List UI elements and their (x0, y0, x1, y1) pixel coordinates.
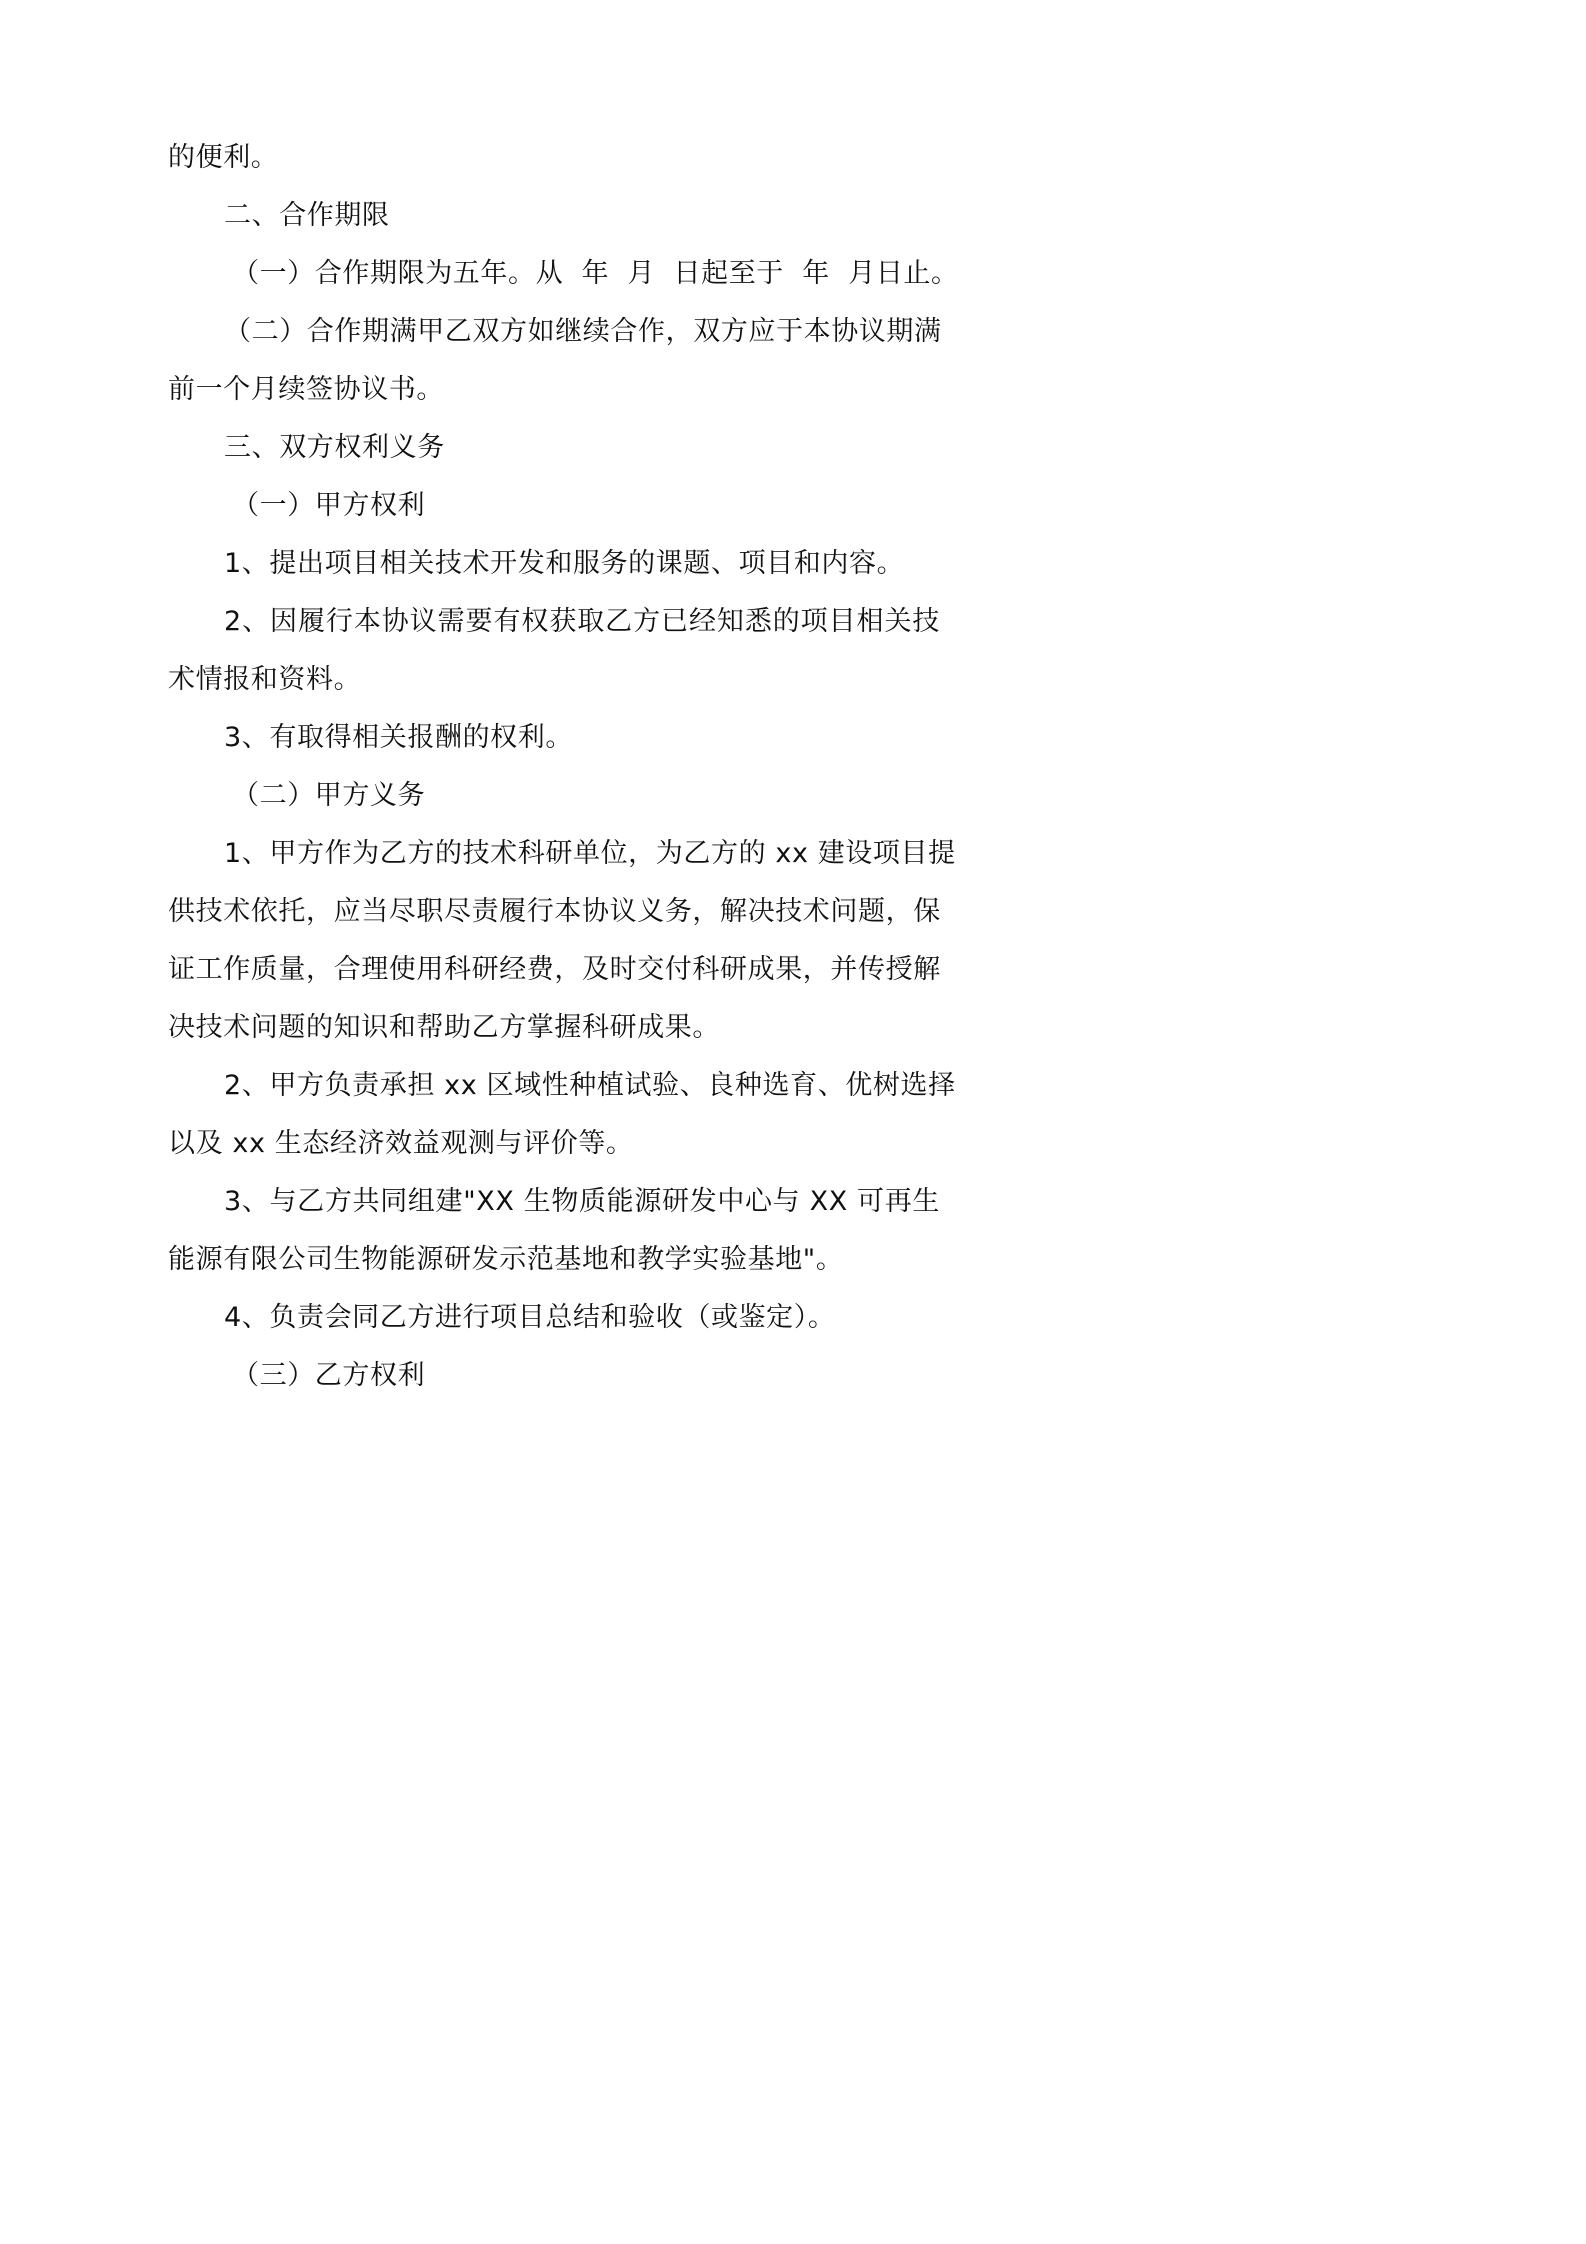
text-line: 的便利。 (168, 142, 279, 173)
document-page (0, 0, 1102, 1559)
text-line: 4、负责会同乙方进行项目总结和验收（或鉴定）。 (224, 1302, 836, 1333)
text-line: 3、与乙方共同组建"XX 生物质能源研发中心与 XX 可再生 (224, 1186, 940, 1217)
text-line: （二）合作期满甲乙双方如继续合作，双方应于本协议期满 (224, 316, 942, 347)
subsection-heading: （二）甲方义务 (232, 780, 426, 811)
text-line: 前一个月续签协议书。 (168, 374, 444, 405)
subsection-heading: （三）乙方权利 (232, 1360, 426, 1391)
text-line: 2、甲方负责承担 xx 区域性种植试验、良种选育、优树选择 (224, 1070, 956, 1101)
text-line: 证工作质量，合理使用科研经费，及时交付科研成果，并传授解 (168, 954, 941, 985)
text-line: 能源有限公司生物能源研发示范基地和教学实验基地"。 (168, 1244, 844, 1275)
text-line: 供技术依托，应当尽职尽责履行本协议义务，解决技术问题，保 (168, 896, 941, 927)
text-line: （一）合作期限为五年。从 年 月 日起至于 年 月日止。 (232, 258, 959, 289)
section-heading: 二、合作期限 (224, 200, 390, 231)
text-line: 2、因履行本协议需要有权获取乙方已经知悉的项目相关技 (224, 606, 940, 637)
text-line: 术情报和资料。 (168, 664, 362, 695)
subsection-heading: （一）甲方权利 (232, 490, 426, 521)
text-line: 1、甲方作为乙方的技术科研单位，为乙方的 xx 建设项目提 (224, 838, 956, 869)
text-line: 以及 xx 生态经济效益观测与评价等。 (168, 1128, 634, 1159)
text-line: 1、提出项目相关技术开发和服务的课题、项目和内容。 (224, 548, 905, 579)
text-line: 3、有取得相关报酬的权利。 (224, 722, 573, 753)
section-heading: 三、双方权利义务 (224, 432, 445, 463)
text-line: 决技术问题的知识和帮助乙方掌握科研成果。 (168, 1012, 720, 1043)
